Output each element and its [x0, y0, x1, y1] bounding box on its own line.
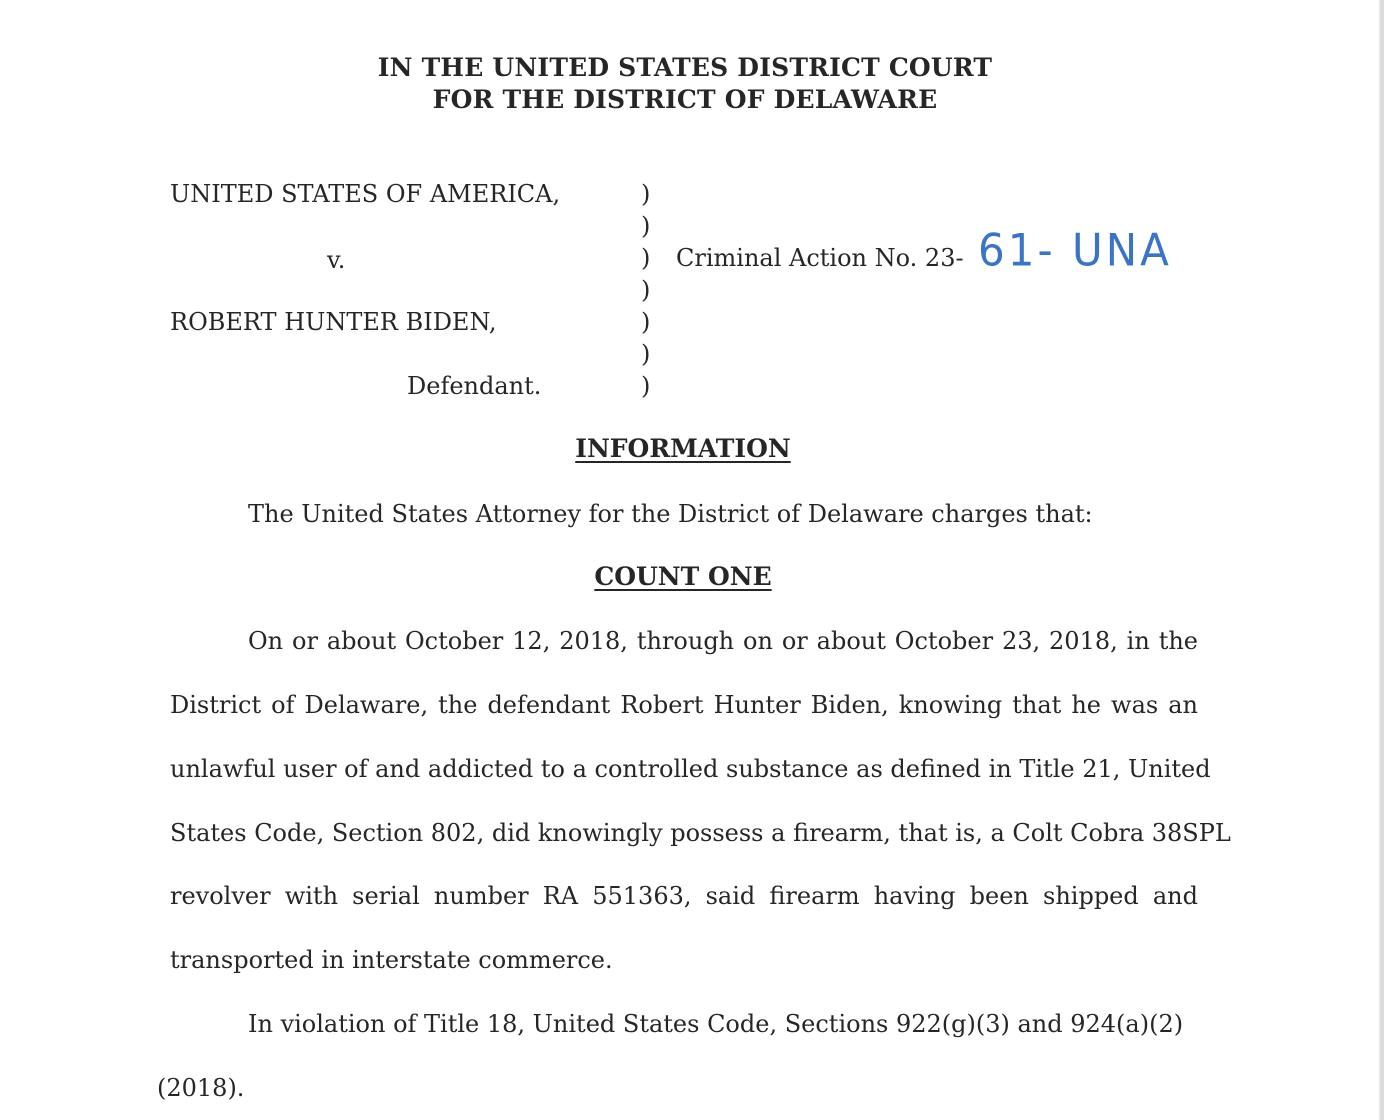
caption-paren: ) [641, 340, 651, 368]
versus-label: v. [327, 246, 346, 274]
charging-statement: The United States Attorney for the District of Delaware charges that: [248, 500, 1093, 528]
caption-paren: ) [641, 276, 651, 304]
violation-line: In violation of Title 18, United States Code, Sections 922(g)(3) and 924(a)(2) [248, 1010, 1184, 1038]
paragraph-line: revolver with serial number RA 551363, said firearm having been shipped and [170, 882, 1198, 910]
defendant-label: Defendant. [407, 372, 542, 400]
court-name-line-1: IN THE UNITED STATES DISTRICT COURT [377, 53, 993, 82]
handwritten-case-number: 61- UNA [978, 224, 1172, 277]
paragraph-line: States Code, Section 802, did knowingly possess a firearm, that is, a Colt Cobra 38SPL [170, 819, 1231, 847]
paragraph-line: District of Delaware, the defendant Robert Hunter Biden, knowing that he was an [170, 691, 1198, 719]
caption-paren: ) [641, 244, 651, 272]
defendant-name: ROBERT HUNTER BIDEN, [170, 308, 497, 336]
plaintiff-name: UNITED STATES OF AMERICA, [170, 180, 561, 208]
paragraph-line: unlawful user of and addicted to a controlled substance as defined in Title 21, United [170, 755, 1211, 783]
case-number-label: Criminal Action No. 23- [676, 244, 964, 272]
caption-paren: ) [641, 308, 651, 336]
page-edge-scrollbar [1379, 0, 1384, 1120]
caption-paren: ) [641, 372, 651, 400]
paragraph-line: transported in interstate commerce. [170, 946, 613, 974]
caption-paren: ) [641, 180, 651, 208]
court-name-line-2: FOR THE DISTRICT OF DELAWARE [432, 85, 938, 114]
violation-line: (2018). [157, 1074, 245, 1102]
count-heading: COUNT ONE [594, 562, 772, 591]
paragraph-line: On or about October 12, 2018, through on or about October 23, 2018, in the [248, 627, 1198, 655]
document-title: INFORMATION [575, 434, 791, 463]
caption-paren: ) [641, 212, 651, 240]
